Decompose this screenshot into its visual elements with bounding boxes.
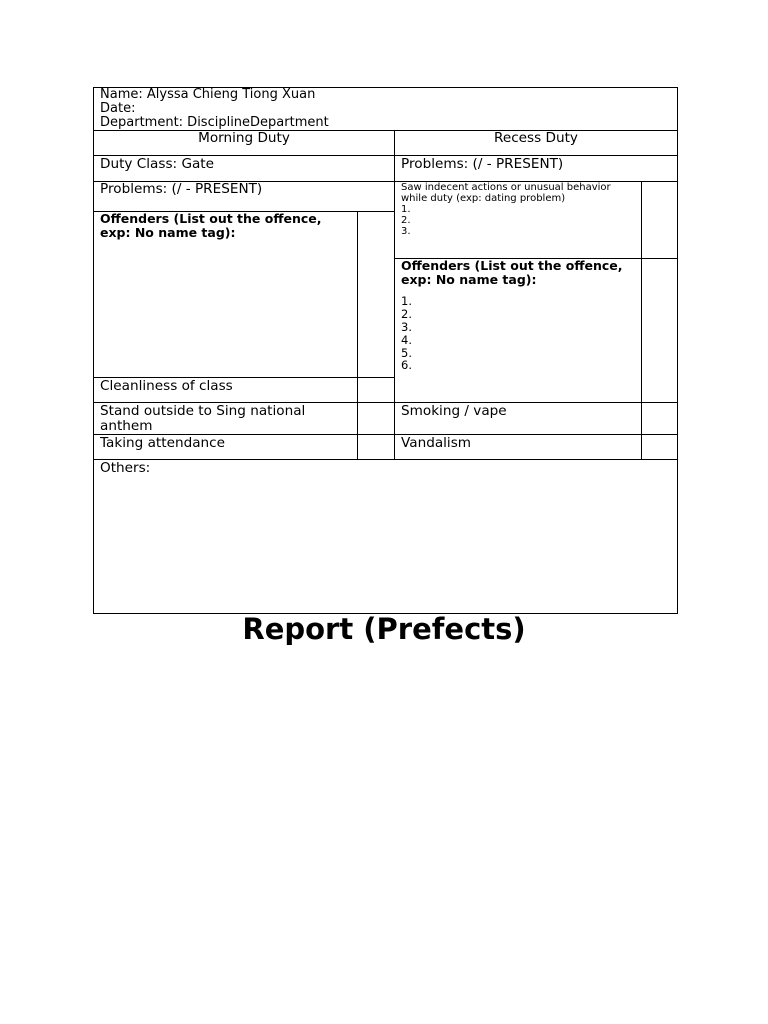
cleanliness-label: Cleanliness of class (100, 378, 233, 394)
date-field: Date: (100, 101, 136, 116)
offender-item: 1. (401, 294, 412, 308)
offender-item: 4. (401, 333, 412, 347)
recess-offenders-label-2: exp: No name tag): (401, 272, 537, 287)
recess-problems-label: Problems: (/ - PRESENT) (401, 156, 564, 172)
offender-item: 5. (401, 346, 412, 360)
column-divider (394, 130, 395, 460)
others-label: Others: (100, 460, 151, 476)
recess-offenders-label-1: Offenders (List out the offence, (401, 258, 623, 273)
indecent-item: 3. (401, 226, 411, 237)
smoking-label: Smoking / vape (401, 403, 507, 419)
form-border-right (677, 87, 678, 614)
row-divider-3 (93, 459, 678, 460)
offender-item: 3. (401, 320, 412, 334)
anthem-label-2: anthem (100, 418, 153, 434)
indecent-item: 2. (401, 215, 411, 226)
department-field: Department: DisciplineDepartment (100, 115, 329, 130)
morning-problems-label: Problems: (/ - PRESENT) (100, 181, 263, 197)
indecent-label-1: Saw indecent actions or unusual behavior (401, 182, 611, 193)
name-field: Name: Alyssa Chieng Tiong Xuan (100, 87, 316, 102)
anthem-label-1: Stand outside to Sing national (100, 403, 306, 419)
recess-checkbox-divider (641, 181, 642, 460)
morning-offenders-label-2: exp: No name tag): (100, 225, 236, 240)
morning-duty-class: Duty Class: Gate (100, 156, 215, 172)
indecent-label-2: while duty (exp: dating problem) (401, 193, 566, 204)
offender-item: 2. (401, 307, 412, 321)
recess-duty-heading: Recess Duty (494, 130, 578, 146)
morning-offenders-label-1: Offenders (List out the offence, (100, 211, 322, 226)
page-title: Report (Prefects) (242, 612, 526, 646)
morning-duty-heading: Morning Duty (198, 130, 290, 146)
attendance-label: Taking attendance (100, 435, 225, 451)
morning-checkbox-divider (357, 211, 358, 460)
indecent-item: 1. (401, 204, 411, 215)
form-border-left (93, 87, 94, 614)
offender-item: 6. (401, 358, 412, 372)
vandalism-label: Vandalism (401, 435, 472, 451)
